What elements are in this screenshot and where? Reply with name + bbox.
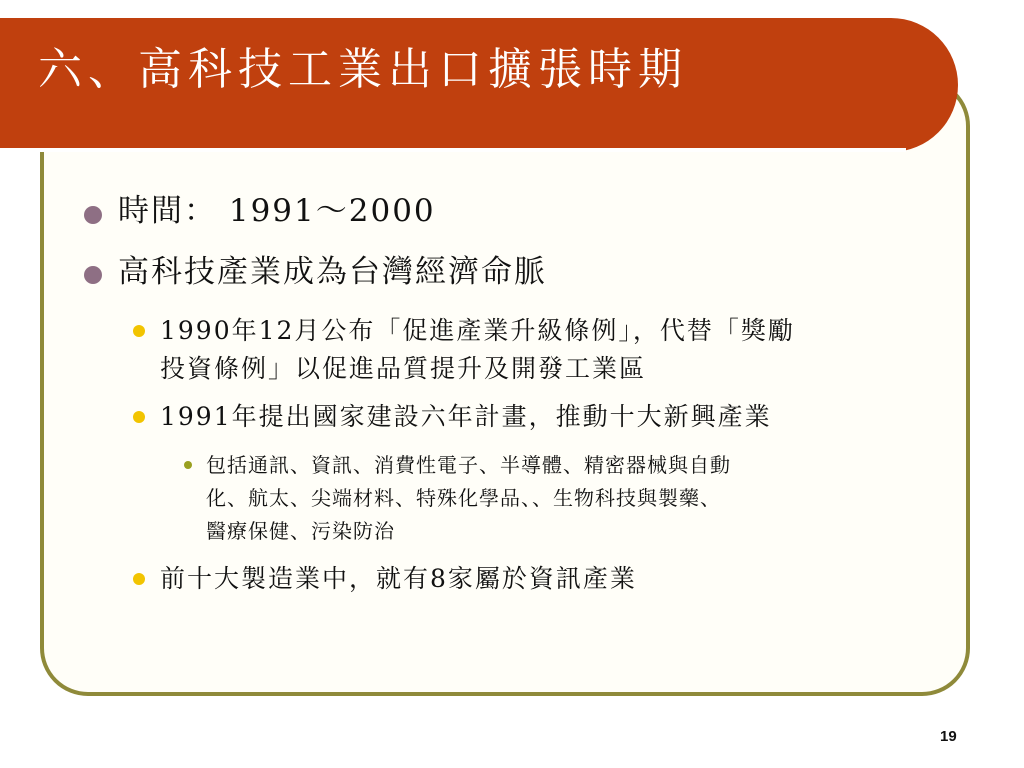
bullet-l2-regulation-line1: 1990年12月公布「促進產業升級條例」，代替「獎勵 bbox=[160, 316, 795, 345]
bullet-l2-icon bbox=[133, 573, 145, 585]
bullet-l3-industries-line1: 包括通訊、資訊、消費性電子、半導體、精密器械與自動 bbox=[206, 453, 731, 477]
bullet-l1-industry: 高科技產業成為台灣經濟命脈 bbox=[118, 254, 547, 290]
bullet-l3-icon bbox=[184, 461, 192, 469]
bullet-l2-top-ten: 前十大製造業中，就有8家屬於資訊產業 bbox=[160, 564, 637, 593]
bullet-l1-icon bbox=[84, 206, 102, 224]
bullet-l3-industries-line2: 化、航太、尖端材料、特殊化學品、、生物科技與製藥、 bbox=[206, 486, 721, 510]
bullet-l1-time: 時間： 1991～2000 bbox=[118, 193, 436, 229]
bullet-l1-icon bbox=[84, 266, 102, 284]
bullet-l3-industries-line3: 醫療保健、污染防治 bbox=[206, 519, 395, 543]
bullet-l2-six-year-plan: 1991年提出國家建設六年計畫，推動十大新興產業 bbox=[160, 402, 772, 431]
page-number: 19 bbox=[940, 728, 957, 745]
bullet-l2-icon bbox=[133, 411, 145, 423]
bullet-l2-icon bbox=[133, 325, 145, 337]
bullet-l2-regulation-line2: 投資條例」以促進品質提升及開發工業區 bbox=[160, 354, 647, 383]
slide-title: 六、高科技工業出口擴張時期 bbox=[38, 44, 688, 95]
